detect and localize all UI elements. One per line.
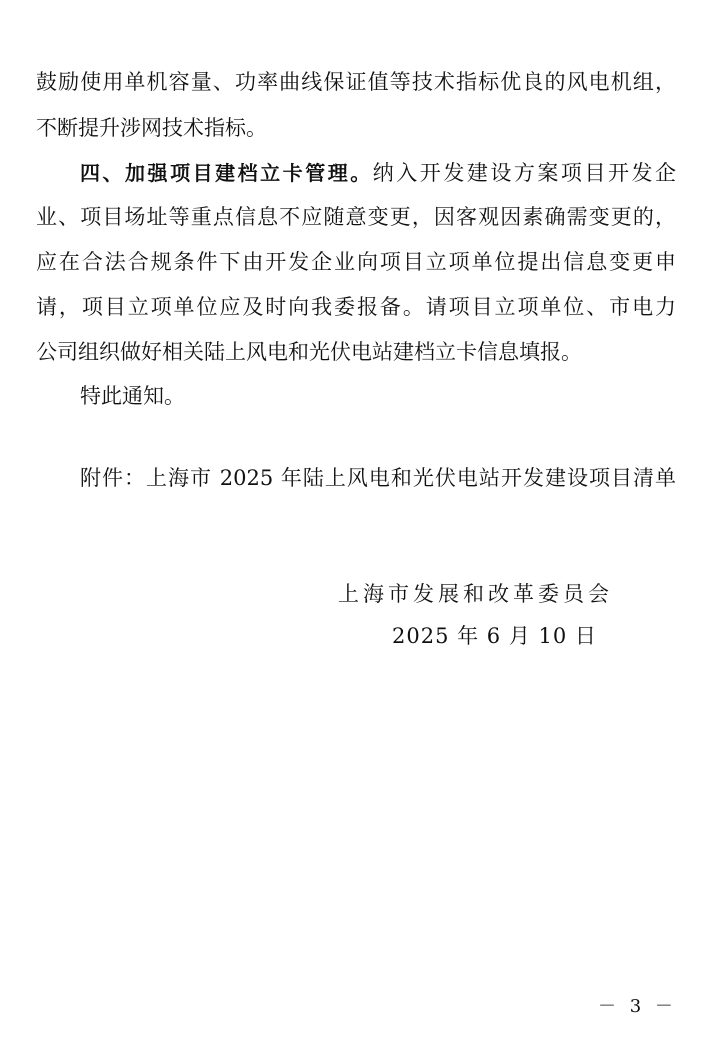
section-4-text: 纳入开发建设方案项目开发企	[372, 161, 677, 185]
body-line: 应在合法合规条件下由开发企业向项目立项单位提出信息变更申	[36, 250, 676, 274]
closing-text: 特此通知。	[80, 384, 185, 408]
body-line: 请，项目立项单位应及时向我委报备。请项目立项单位、市电力	[36, 295, 676, 319]
body-line: 公司组织做好相关陆上风电和光伏电站建档立卡信息填报。	[36, 340, 582, 364]
signing-organization: 上海市发展和改革委员会	[338, 582, 613, 606]
body-line: 不断提升涉网技术指标。	[36, 116, 267, 140]
signing-date: 2025 年 6 月 10 日	[392, 624, 597, 648]
section-4-first-line	[80, 161, 676, 187]
body-line: 业、项目场址等重点信息不应随意变更，因客观因素确需变更的，	[36, 205, 676, 229]
attachment-line: 附件：上海市 2025 年陆上风电和光伏电站开发建设项目清单	[80, 466, 676, 490]
body-line: 鼓励使用单机容量、功率曲线保证值等技术指标优良的风电机组，	[36, 70, 676, 94]
page-number: － 3 －	[598, 996, 677, 1017]
section-4-heading: 四、加强项目建档立卡管理。	[80, 161, 373, 185]
